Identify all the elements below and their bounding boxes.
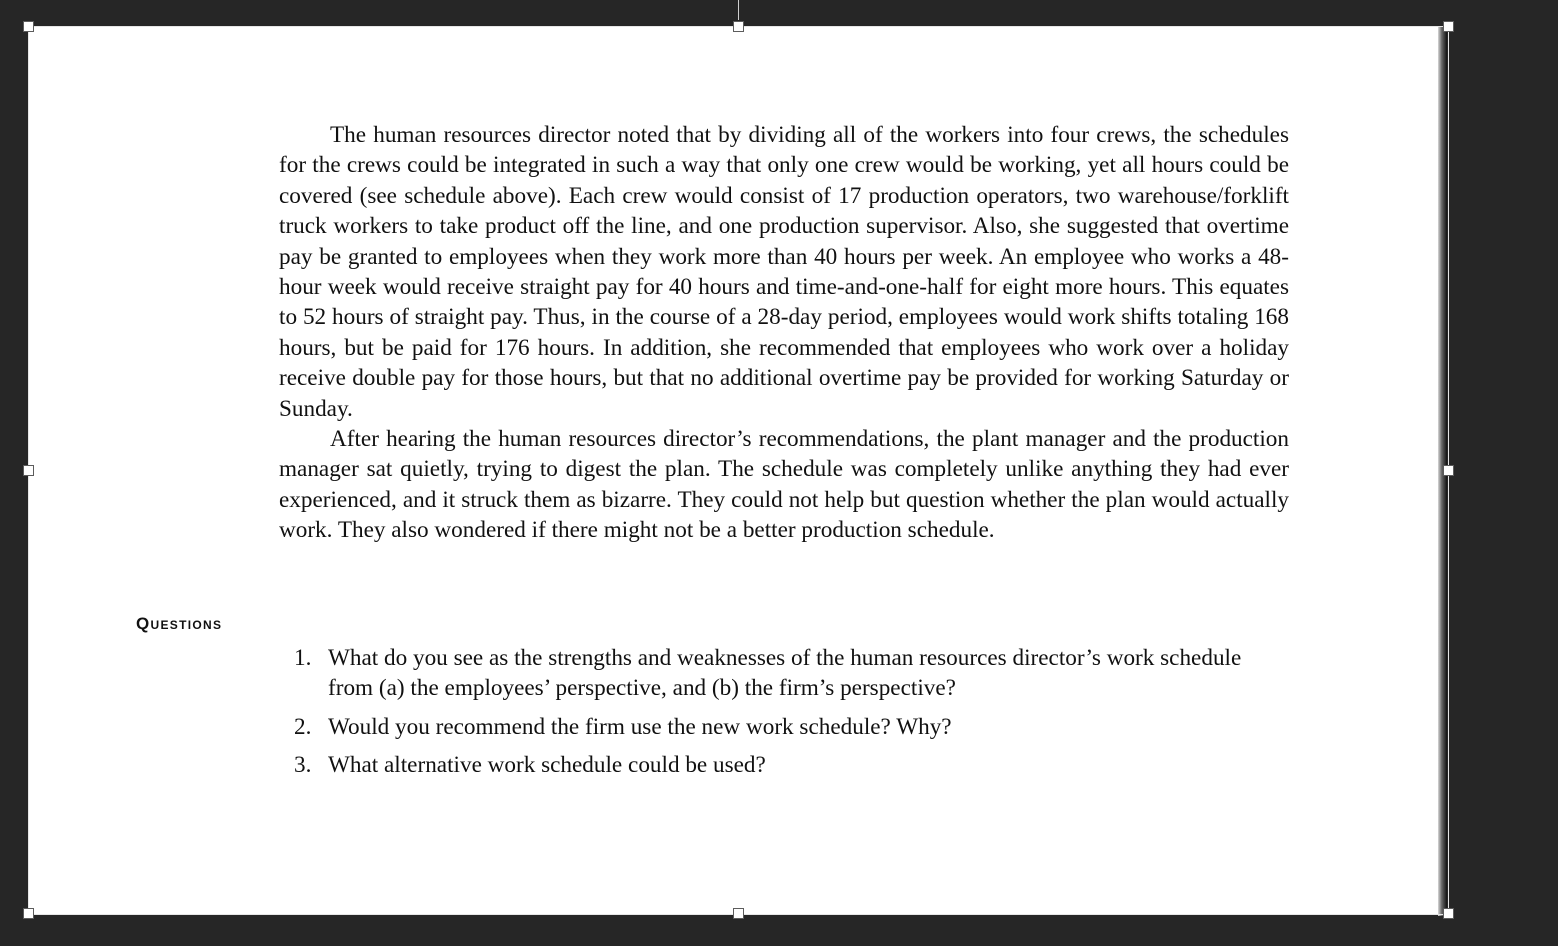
resize-handle-bottom-right[interactable] — [1443, 908, 1454, 919]
question-number: 3. — [294, 752, 312, 779]
question-item — [294, 643, 1289, 704]
paragraph-1: The human resources director noted that by dividing all of the workers into four crews, the schedules for the crews could be integrated in such a way that only one crew would be working, yet all hours could be covered (see schedule above). Each crew would consist of 17 production operators, two warehouse/forklift truck workers to take product off the line, and one production supervisor. Also, she suggested that overtime pay be granted to employees when they work more than 40 hours per week. An employee who works a 48-hour week would receive straight pay for 40 hours and time-and-one-half for eight more hours. This equates to 52 hours of straight pay. Thus, in the course of a 28-day period, employees would work shifts totaling 168 hours, but be paid for 176 hours. In addition, she recommended that employees who work over a holiday receive double pay for those hours, but that no additional overtime pay be provided for working Saturday or Sunday. — [279, 122, 1289, 422]
question-text: What do you see as the strengths and weaknesses of the human resources director’s work schedule from (a) the employees’ perspective, and (b) the firm’s perspective? — [328, 645, 1242, 702]
resize-handle-top-left[interactable] — [23, 21, 34, 32]
resize-handle-left[interactable] — [23, 465, 34, 476]
question-text: Would you recommend the firm use the new work schedule? Why? — [328, 713, 952, 740]
resize-handle-top[interactable] — [733, 21, 744, 32]
questions-heading: Questions — [136, 614, 223, 633]
rotate-handle-stem — [738, 0, 739, 20]
document-page — [29, 27, 1441, 914]
question-number: 1. — [294, 645, 312, 671]
question-text: What alternative work schedule could be used? — [328, 752, 766, 779]
resize-handle-bottom-left[interactable] — [23, 908, 34, 919]
question-item — [294, 750, 1289, 780]
questions-list — [294, 643, 1289, 789]
question-number: 2. — [294, 713, 312, 740]
question-item — [294, 712, 1289, 742]
body-text — [279, 120, 1289, 546]
resize-handle-right[interactable] — [1443, 465, 1454, 476]
resize-handle-bottom[interactable] — [733, 908, 744, 919]
paragraph-2: After hearing the human resources director’s recommendations, the plant manager and the production manager sat quietly, trying to digest the plan. The schedule was completely unlike anything they had ever experienced, and it struck them as bizarre. They could not help but question whether the plan would actually work. They also wondered if there might not be a better production schedule. — [279, 426, 1289, 544]
resize-handle-top-right[interactable] — [1443, 21, 1454, 32]
